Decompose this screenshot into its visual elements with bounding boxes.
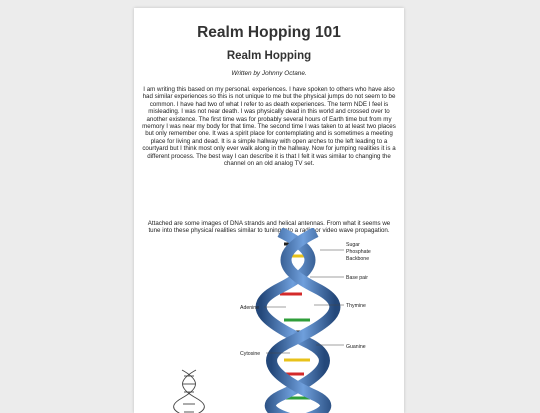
label-guanine: Guanine (346, 344, 366, 350)
dna-figure (134, 228, 404, 413)
label-backbone: Backbone (346, 256, 370, 262)
label-thymine: Thymine (346, 303, 366, 309)
page-subtitle: Realm Hopping (226, 50, 312, 62)
sketch-strand-2 (182, 370, 204, 413)
author-byline: Written by Johnny Octane. (231, 70, 307, 77)
page-title: Realm Hopping 101 (197, 24, 341, 41)
sketch-strand-1 (174, 370, 196, 413)
dna-helix-diagram (134, 228, 404, 413)
label-base-pair: Base pair (346, 275, 368, 281)
label-adenine: Adenine (240, 305, 260, 311)
label-sugar: Sugar (346, 242, 360, 248)
article-page (134, 8, 404, 413)
small-helix-sketch (174, 370, 205, 413)
helix-strands (261, 232, 335, 413)
right-labels (310, 242, 371, 350)
body-paragraph-2: Attached are some images of DNA strands and helical antennas. From what it seems we tune into these physical realities similar to tuning into a radio or video wave propagation. (147, 220, 391, 235)
label-phosphate: Phosphate (346, 249, 371, 255)
body-paragraph-1: I am writing this based on my personal. experiences. I have spoken to others who have also had similar experiences so this is not unique to me but the physical jumps do not seem to be common. I have had two of what I refer to as death experiences. The term NDE I feel is misleading. I was not near death. I was physically dead in this world and crossed over to another existence. The first time was for probably several hours of Earth time but from my memory I was near my body for that time. The second time I was taken to at least two places but only remember one. It was a spirit place for contemplating and is sometimes a meeting place for living and dead. It is a simple hallway with open arches to the left leading to a courtyard but I think most only ever walk along in the hallway. Now for jumping realities it is a different process. The best way I can describe it is that I felt it was similar to changing the channel on an old analog TV set. (142, 86, 396, 168)
label-cytosine: Cytosine (240, 351, 261, 357)
